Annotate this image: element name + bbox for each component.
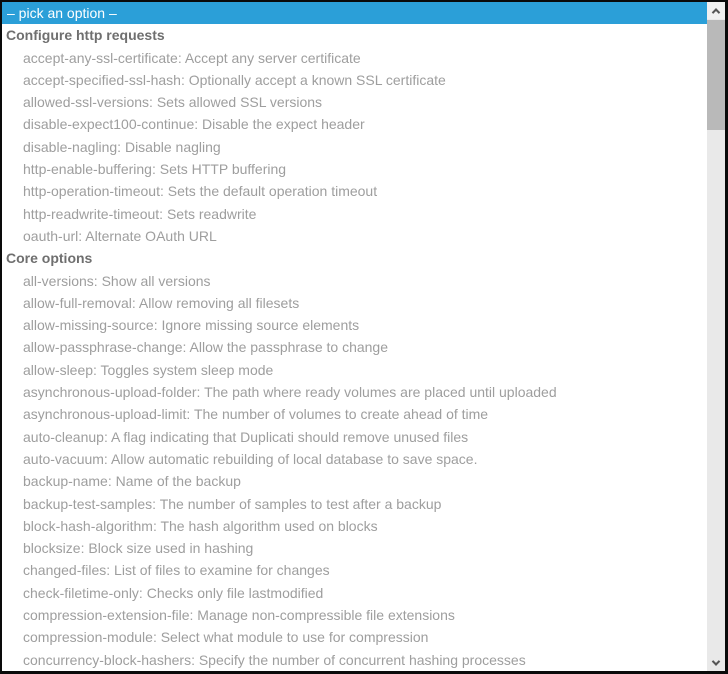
option[interactable]: auto-cleanup: A flag indicating that Duplicati should remove unused files xyxy=(23,428,469,445)
option[interactable]: accept-specified-ssl-hash: Optionally accept a known SSL certificate xyxy=(23,71,446,88)
option[interactable]: changed-files: List of files to examine for changes xyxy=(23,562,330,579)
optgroup-label: Configure http requests xyxy=(6,27,165,44)
option[interactable]: http-enable-buffering: Sets HTTP buffering xyxy=(23,161,287,178)
scroll-down-button[interactable] xyxy=(707,654,725,671)
option[interactable]: disable-nagling: Disable nagling xyxy=(23,138,221,155)
option[interactable]: compression-extension-file: Manage non-compressible file extensions xyxy=(23,607,455,624)
option[interactable]: compression-module: Select what module to use for compression xyxy=(23,629,429,646)
option[interactable]: concurrency-block-hashers: Specify the number of concurrent hashing processes xyxy=(23,651,526,668)
option[interactable]: allow-sleep: Toggles system sleep mode xyxy=(23,361,274,378)
option[interactable]: blocksize: Block size used in hashing xyxy=(23,540,254,557)
scrollbar-thumb[interactable] xyxy=(707,20,725,130)
option[interactable]: auto-vacuum: Allow automatic rebuilding of local database to save space. xyxy=(23,450,478,467)
option[interactable]: backup-name: Name of the backup xyxy=(23,473,241,490)
option[interactable]: allow-missing-source: Ignore missing source elements xyxy=(23,317,360,334)
option[interactable]: allow-passphrase-change: Allow the passphrase to change xyxy=(23,339,389,356)
option[interactable]: disable-expect100-continue: Disable the expect header xyxy=(23,116,365,133)
option[interactable]: http-readwrite-timeout: Sets readwrite xyxy=(23,205,257,222)
scrollbar[interactable] xyxy=(707,2,725,671)
option[interactable]: allow-full-removal: Allow removing all filesets xyxy=(23,294,300,311)
option[interactable]: accept-any-ssl-certificate: Accept any server certificate xyxy=(23,49,361,66)
scroll-up-icon xyxy=(712,8,720,16)
option[interactable]: backup-test-samples: The number of samples to test after a backup xyxy=(23,495,442,512)
optgroup-label: Core options xyxy=(6,250,93,267)
option[interactable]: asynchronous-upload-limit: The number of volumes to create ahead of time xyxy=(23,406,489,423)
scroll-down-icon xyxy=(712,657,720,665)
option[interactable]: allowed-ssl-versions: Sets allowed SSL versions xyxy=(23,94,323,111)
selected-option[interactable]: – pick an option – xyxy=(2,2,707,24)
scroll-up-button[interactable] xyxy=(707,2,725,19)
option[interactable]: all-versions: Show all versions xyxy=(23,272,211,289)
option[interactable]: http-operation-timeout: Sets the default operation timeout xyxy=(23,183,378,200)
option[interactable]: check-filetime-only: Checks only file lastmodified xyxy=(23,584,324,601)
option[interactable]: oauth-url: Alternate OAuth URL xyxy=(23,227,217,244)
options-list xyxy=(2,2,707,671)
option[interactable]: asynchronous-upload-folder: The path where ready volumes are placed until uploaded xyxy=(23,384,557,401)
option[interactable]: block-hash-algorithm: The hash algorithm used on blocks xyxy=(23,517,378,534)
